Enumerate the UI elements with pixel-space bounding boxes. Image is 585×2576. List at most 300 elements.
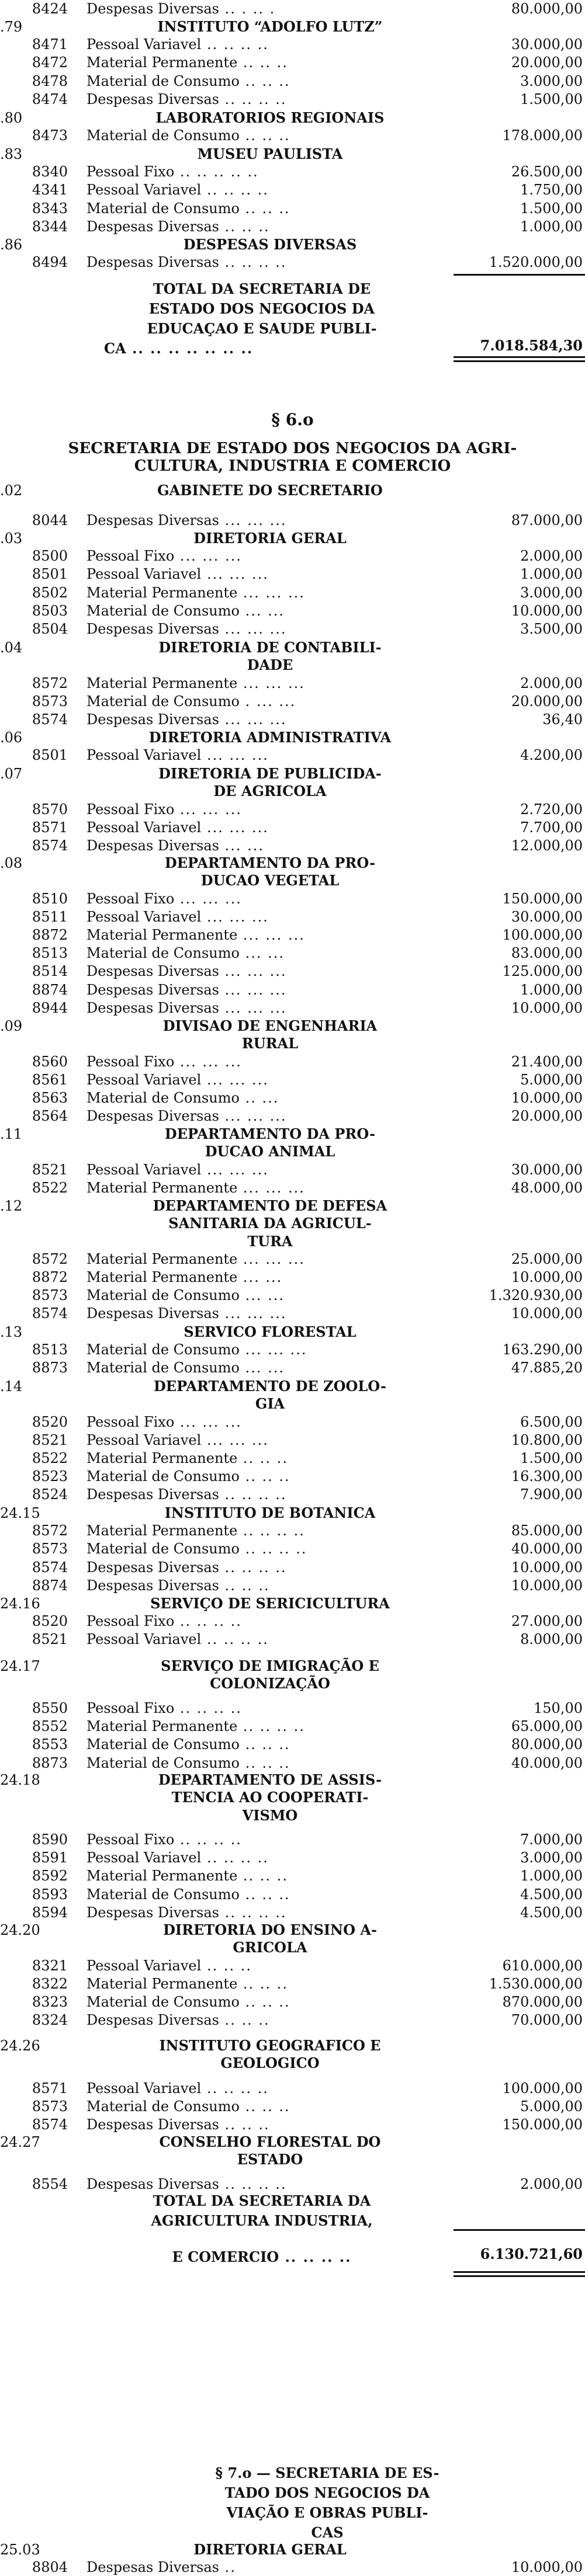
budget-line <box>0 1957 585 1975</box>
group-title: GABINETE DO SECRETARIO <box>157 482 383 499</box>
group-botanica <box>0 1504 585 1595</box>
section-heading: SECRETARIA DE ESTADO DOS NEGOCIOS DA AGRI- <box>68 440 517 457</box>
line-description: Material de Consumo . ... ... <box>86 693 296 710</box>
budget-line <box>0 1486 585 1504</box>
line-description: Despesas Diversas ... ... ... <box>86 512 287 529</box>
line-amount: 5.000,00 <box>520 2098 583 2115</box>
budget-line <box>0 1071 585 1089</box>
line-code: 8521 <box>32 1431 68 1448</box>
line-amount: 10.000,00 <box>511 1577 583 1594</box>
group-code: 24.16 <box>0 1595 40 1612</box>
budget-line <box>0 819 585 837</box>
line-amount: 20.000,00 <box>511 693 583 710</box>
line-code: 8521 <box>32 1631 68 1648</box>
group-title-row <box>0 1233 585 1250</box>
budget-line <box>0 1287 585 1305</box>
line-code: 8513 <box>32 945 68 962</box>
line-description: Pessoal Variavel ... ... ... <box>86 1071 269 1088</box>
line-description: Despesas Diversas .. .. .. .. <box>86 2176 287 2192</box>
line-amount: 3.000,00 <box>520 1850 583 1866</box>
line-description: Material de Consumo ... ... <box>86 602 285 619</box>
group-title: DEPARTAMENTO DE ASSIS- <box>158 1771 382 1788</box>
budget-line <box>0 1540 585 1558</box>
group-title-row <box>0 1035 585 1052</box>
line-description: Material de Consumo .. .. .. <box>86 200 290 217</box>
line-code: 8564 <box>32 1108 68 1125</box>
budget-line <box>0 1699 585 1718</box>
line-code: 8474 <box>32 91 68 107</box>
line-amount: 40.000,00 <box>511 1754 583 1771</box>
line-amount: 3.000,00 <box>520 72 583 89</box>
line-code: 8323 <box>32 1993 68 2010</box>
line-description: Despesas Diversas .. <box>86 2559 236 2576</box>
total-rule-double <box>454 360 585 362</box>
line-code: 8594 <box>32 1904 68 1921</box>
group-gabinete <box>0 482 585 499</box>
group-title: SANITARIA DA AGRICUL- <box>168 1215 372 1232</box>
budget-line <box>0 512 585 530</box>
line-description: Pessoal Variavel .. .. .. .. <box>86 182 269 199</box>
total-line: E COMERCIO .. .. .. .. <box>172 2248 352 2265</box>
budget-line <box>0 91 585 109</box>
line-amount: 7.900,00 <box>520 1486 583 1503</box>
group-title-row <box>0 656 585 674</box>
group-title-row <box>0 1807 585 1824</box>
group-geografico-lines <box>0 2080 585 2135</box>
group-code: 24.27 <box>0 2134 40 2150</box>
line-code: 8574 <box>32 711 68 728</box>
budget-line <box>0 1179 585 1197</box>
budget-line <box>0 1107 585 1125</box>
group-title: COLONIZAÇÃO <box>210 1675 330 1692</box>
line-description: Despesas Diversas ... ... ... <box>86 981 287 998</box>
group-gabinete-lines <box>0 512 585 530</box>
line-description: Pessoal Fixo ... ... ... <box>86 1053 242 1070</box>
line-code: 8520 <box>32 1613 68 1630</box>
line-description: Pessoal Variavel .. .. .. .. <box>86 36 269 53</box>
line-code: 8473 <box>32 127 68 144</box>
line-code: 8472 <box>32 54 68 71</box>
line-description: Pessoal Variavel .. .. .. .. <box>86 2080 269 2097</box>
group-code: 24.15 <box>0 1505 40 1521</box>
line-code: 8324 <box>32 2012 68 2029</box>
line-amount: 10.000,00 <box>511 1269 583 1286</box>
line-amount: 20.000,00 <box>511 1108 583 1125</box>
line-code: 8574 <box>32 2116 68 2133</box>
line-code: 8500 <box>32 548 68 565</box>
budget-line <box>0 163 585 181</box>
group-title-row <box>0 109 585 127</box>
line-description: Material Permanente .. .. .. <box>86 54 288 71</box>
line-description: Despesas Diversas .. .. .. <box>86 2116 270 2133</box>
line-description: Pessoal Variavel .. .. .. .. <box>86 1850 269 1866</box>
line-description: Material de Consumo .. .. .. <box>86 1886 290 1903</box>
budget-line <box>0 54 585 72</box>
group-title: SERVICO FLORESTAL <box>184 1323 356 1340</box>
budget-line <box>0 1305 585 1323</box>
budget-line <box>0 801 585 819</box>
top-lines <box>0 0 585 18</box>
group-title: INSTITUTO “ADOLFO LUTZ” <box>157 18 383 35</box>
line-description: Material de Consumo .. .. .. <box>86 127 290 144</box>
section-mark: § 6.o <box>271 410 314 429</box>
line-amount: 1.000,00 <box>520 566 583 583</box>
line-description: Despesas Diversas .. .. .. <box>86 218 270 235</box>
line-amount: 1.000,00 <box>520 218 583 235</box>
group-producao-animal <box>0 1125 585 1197</box>
line-description: Despesas Diversas .. .. .. .. <box>86 1559 287 1576</box>
group-code: .79 <box>0 19 23 35</box>
line-amount: 5.000,00 <box>520 1071 583 1088</box>
budget-line <box>0 981 585 999</box>
section-heading: CULTURA, INDUSTRIA E COMERCIO <box>134 457 451 475</box>
line-description: Pessoal Variavel ... ... ... <box>86 1161 269 1178</box>
group-museu-paulista <box>0 145 585 236</box>
line-code: 8504 <box>32 621 68 638</box>
budget-line <box>0 72 585 91</box>
line-description: Material Permanente .. .. .. .. <box>86 1718 305 1735</box>
line-code: 8560 <box>32 1053 68 1070</box>
line-description: Pessoal Fixo ... ... ... <box>86 801 242 818</box>
line-code: 8574 <box>32 1305 68 1322</box>
line-amount: 87.000,00 <box>511 512 583 529</box>
total-amount: 7.018.584,30 <box>480 337 583 354</box>
line-code: 8563 <box>32 1089 68 1106</box>
budget-line <box>0 1631 585 1649</box>
group-title-row <box>0 1125 585 1143</box>
total-rule-double <box>454 2275 585 2277</box>
group-title-row <box>0 1323 585 1341</box>
group-title: DIVISAO DE ENGENHARIA <box>162 1017 378 1034</box>
group-title: VISMO <box>242 1806 298 1824</box>
line-code: 8521 <box>32 1161 68 1178</box>
line-description: Despesas Diversas .. . .. . <box>86 1 276 17</box>
line-amount: 27.000,00 <box>511 1613 583 1630</box>
group-diretoria-administrativa <box>0 729 585 764</box>
line-code: 8573 <box>32 693 68 710</box>
group-title: TENCIA AO COOPERATI- <box>171 1789 369 1806</box>
budget-line <box>0 1413 585 1431</box>
group-instituto-adolfo-lutz <box>0 18 585 109</box>
group-cooperativismo-lines <box>0 1831 585 1922</box>
total-line: TOTAL DA SECRETARIA DA <box>153 2192 371 2209</box>
group-diretoria-geral-viacao <box>0 2541 585 2576</box>
line-code: 8471 <box>32 36 68 53</box>
line-description: Material de Consumo .. .. .. <box>86 1754 290 1771</box>
group-title-row <box>0 1504 585 1522</box>
subtotal-rule <box>454 274 585 276</box>
group-title: DIRETORIA DE PUBLICIDA- <box>158 765 382 782</box>
line-amount: 2.720,00 <box>520 801 583 818</box>
group-title-row <box>0 1771 585 1789</box>
line-amount: 25.000,00 <box>511 1250 583 1267</box>
total-rule <box>454 2271 585 2273</box>
line-amount: 10.000,00 <box>511 1559 583 1576</box>
group-title: DUCAO VEGETAL <box>200 872 340 889</box>
line-description: Material Permanente .. .. .. <box>86 1868 288 1885</box>
line-description: Material de Consumo .. .. .. <box>86 2098 290 2115</box>
line-code: 8501 <box>32 747 68 764</box>
group-title: DIRETORIA DE CONTABILI- <box>158 639 382 656</box>
line-amount: 150,00 <box>534 1700 583 1716</box>
line-code: 8873 <box>32 1360 68 1376</box>
group-title: DE AGRICOLA <box>213 783 327 800</box>
line-description: Pessoal Variavel ... ... ... <box>86 908 269 925</box>
group-producao-vegetal <box>0 854 585 1017</box>
line-amount: 30.000,00 <box>511 1161 583 1178</box>
line-code: 8424 <box>32 1 68 17</box>
budget-line <box>0 1431 585 1449</box>
group-title: SERVIÇO DE IMIGRAÇÃO E <box>161 1657 379 1674</box>
line-amount: 8.000,00 <box>520 1631 583 1648</box>
budget-line <box>0 1993 585 2011</box>
group-title: DIRETORIA ADMINISTRATIVA <box>148 729 392 746</box>
group-title-row <box>0 2151 585 2168</box>
group-code: 24.17 <box>0 1658 40 1674</box>
group-title: DIRETORIA GERAL <box>193 2541 347 2558</box>
line-description: Pessoal Fixo .. .. .. .. .. <box>86 164 259 180</box>
line-code: 8873 <box>32 1754 68 1771</box>
line-code: 8511 <box>32 908 68 925</box>
line-code: 8502 <box>32 584 68 601</box>
line-description: Pessoal Variavel ... ... ... <box>86 819 269 836</box>
budget-line <box>0 200 585 218</box>
group-diretoria-publicidade <box>0 765 585 855</box>
line-code: 8520 <box>32 1413 68 1430</box>
group-diretoria-contabilidade <box>0 639 585 729</box>
budget-line <box>0 1250 585 1268</box>
line-description: Pessoal Variavel ... ... ... <box>86 566 269 583</box>
line-code: 8523 <box>32 1468 68 1485</box>
line-description: Material Permanente .. .. .. .. <box>86 1522 305 1539</box>
line-amount: 7.700,00 <box>520 819 583 836</box>
line-code: 8522 <box>32 1449 68 1466</box>
group-zoologia <box>0 1378 585 1504</box>
line-description: Pessoal Fixo ... ... ... <box>86 1413 242 1430</box>
group-title-row <box>0 236 585 253</box>
line-description: Pessoal Variavel ... ... ... <box>86 1431 269 1448</box>
total-line: ESTADO DOS NEGOCIOS DA <box>148 300 375 317</box>
line-amount: 1.530.000,00 <box>489 1975 583 1992</box>
line-amount: 3.000,00 <box>520 584 583 601</box>
group-title: GRICOLA <box>233 1939 307 1956</box>
line-amount: 125.000,00 <box>502 963 583 980</box>
line-description: Material de Consumo ... ... ... <box>86 1341 307 1358</box>
budget-line <box>0 1904 585 1922</box>
line-description: Despesas Diversas .. .. .. <box>86 2012 270 2029</box>
line-code: 8591 <box>32 1850 68 1866</box>
line-description: Material Permanente ... ... <box>86 1269 283 1286</box>
budget-line <box>0 1736 585 1754</box>
line-amount: 30.000,00 <box>511 908 583 925</box>
line-amount: 10.000,00 <box>511 2559 583 2576</box>
budget-line <box>0 181 585 199</box>
subtotal-rule <box>454 2229 585 2231</box>
group-code: .11 <box>0 1126 23 1142</box>
budget-line <box>0 1975 585 1993</box>
budget-line <box>0 620 585 638</box>
budget-line <box>0 675 585 693</box>
budget-line <box>0 1718 585 1736</box>
budget-line <box>0 1468 585 1486</box>
budget-line <box>0 1867 585 1885</box>
line-amount: 10.800,00 <box>511 1431 583 1448</box>
group-laboratorios-regionais <box>0 109 585 145</box>
group-title: INSTITUTO DE BOTANICA <box>164 1504 376 1521</box>
line-code: 8321 <box>32 1957 68 1974</box>
group-title-row <box>0 1675 585 1692</box>
line-description: Material Permanente ... ... ... <box>86 1250 305 1267</box>
group-title-row <box>0 1595 585 1612</box>
budget-line <box>0 1522 585 1540</box>
budget-line <box>0 547 585 565</box>
total-line: AGRICULTURA INDUSTRIA, <box>151 2212 373 2229</box>
budget-line <box>0 2011 585 2029</box>
budget-line <box>0 127 585 145</box>
budget-line <box>0 1849 585 1867</box>
line-description: Material de Consumo ... ... <box>86 1360 285 1376</box>
line-amount: 20.000,00 <box>511 54 583 71</box>
budget-line <box>0 908 585 926</box>
line-description: Material de Consumo .. .. .. <box>86 1736 290 1753</box>
budget-line <box>0 1577 585 1595</box>
line-amount: 1.000,00 <box>520 1868 583 1885</box>
line-code: 8478 <box>32 72 68 89</box>
group-code: 24.18 <box>0 1772 40 1788</box>
line-description: Material Permanente ... ... ... <box>86 926 305 943</box>
line-description: Material de Consumo .. ... <box>86 1089 279 1106</box>
group-cooperativismo <box>0 1771 585 1824</box>
line-description: Despesas Diversas .. .. .. <box>86 1577 270 1594</box>
line-code: 8573 <box>32 1287 68 1304</box>
line-amount: 1.500,00 <box>520 91 583 107</box>
line-code: 8593 <box>32 1886 68 1903</box>
group-code: .86 <box>0 237 23 253</box>
line-amount: 4.500,00 <box>520 1886 583 1903</box>
budget-line <box>0 602 585 620</box>
line-amount: 2.000,00 <box>520 2176 583 2192</box>
group-code: .06 <box>0 729 23 746</box>
budget-line <box>0 926 585 944</box>
line-code: 8340 <box>32 164 68 180</box>
budget-line <box>0 1612 585 1631</box>
line-description: Despesas Diversas .. .. .. .. <box>86 254 287 271</box>
group-title: DEPARTAMENTO DE DEFESA <box>153 1197 387 1214</box>
group-code: .07 <box>0 766 23 782</box>
line-amount: 610.000,00 <box>502 1957 583 1974</box>
group-title-row <box>0 2054 585 2072</box>
line-amount: 1.320.930,00 <box>489 1287 583 1304</box>
group-code: 24.20 <box>0 1922 40 1938</box>
group-title: DEPARTAMENTO DA PRO- <box>164 854 376 871</box>
line-amount: 70.000,00 <box>511 2012 583 2029</box>
line-description: Despesas Diversas .. .. .. .. <box>86 1486 287 1503</box>
line-amount: 30.000,00 <box>511 36 583 53</box>
line-amount: 83.000,00 <box>511 945 583 962</box>
line-description: Material de Consumo .. .. .. <box>86 72 290 89</box>
group-code: 24.26 <box>0 2038 40 2054</box>
group-title-row <box>0 1395 585 1413</box>
group-code: 25.03 <box>0 2542 40 2558</box>
line-amount: 6.500,00 <box>520 1413 583 1430</box>
line-amount: 3.500,00 <box>520 621 583 638</box>
group-title: GEOLOGICO <box>220 2054 320 2072</box>
line-code: 8572 <box>32 1250 68 1267</box>
line-code: 8553 <box>32 1736 68 1753</box>
group-sericicultura <box>0 1595 585 1649</box>
group-title: DUCAO ANIMAL <box>205 1143 335 1160</box>
line-code: 8574 <box>32 1559 68 1576</box>
budget-line <box>0 1053 585 1071</box>
group-title: DIRETORIA GERAL <box>193 530 347 547</box>
line-amount: 4.200,00 <box>520 747 583 764</box>
group-title-row <box>0 1789 585 1806</box>
line-code: 8522 <box>32 1179 68 1196</box>
line-amount: 16.300,00 <box>511 1468 583 1485</box>
budget-line <box>0 746 585 764</box>
line-description: Pessoal Variavel ... ... ... <box>86 747 269 764</box>
line-amount: 10.000,00 <box>511 1305 583 1322</box>
line-amount: 100.000,00 <box>502 2080 583 2097</box>
group-defesa-sanitaria <box>0 1197 585 1323</box>
group-title-row <box>0 2541 585 2558</box>
group-code: .13 <box>0 1324 23 1340</box>
group-title: INSTITUTO GEOGRAFICO E <box>159 2037 381 2054</box>
line-code: 8590 <box>32 1831 68 1848</box>
line-code: 8572 <box>32 1522 68 1539</box>
line-code: 8501 <box>32 566 68 583</box>
group-code: .02 <box>0 482 23 499</box>
line-code: 8573 <box>32 1541 68 1558</box>
total-line: TOTAL DA SECRETARIA DE <box>153 280 371 297</box>
line-amount: 36,40 <box>542 711 583 728</box>
group-title-row <box>0 729 585 746</box>
line-code: 8344 <box>32 218 68 235</box>
group-code: .03 <box>0 530 23 547</box>
line-code: 8343 <box>32 200 68 217</box>
group-title: DADE <box>247 656 293 674</box>
line-description: Pessoal Fixo ... ... ... <box>86 548 242 565</box>
budget-line <box>0 2558 585 2576</box>
line-code: 8574 <box>32 837 68 854</box>
group-title-row <box>0 1215 585 1232</box>
line-amount: 150.000,00 <box>502 890 583 907</box>
line-amount: 150.000,00 <box>502 2116 583 2133</box>
line-description: Pessoal Fixo .. .. .. .. <box>86 1613 242 1630</box>
group-imigracao <box>0 1657 585 1693</box>
budget-line <box>0 1161 585 1179</box>
budget-line <box>0 1754 585 1772</box>
line-code: 8570 <box>32 801 68 818</box>
line-description: Material de Consumo .. .. .. .. <box>86 1541 307 1558</box>
line-code: 8571 <box>32 819 68 836</box>
line-code: 8872 <box>32 1269 68 1286</box>
group-title: GIA <box>255 1395 285 1413</box>
line-amount: 1.000,00 <box>520 981 583 998</box>
group-diretoria-geral <box>0 530 585 638</box>
group-ensino-agricola <box>0 1921 585 2029</box>
line-code: 8592 <box>32 1868 68 1885</box>
budget-line <box>0 0 585 18</box>
group-title: DEPARTAMENTO DA PRO- <box>164 1125 376 1142</box>
line-description: Despesas Diversas ... ... <box>86 837 265 854</box>
budget-line <box>0 218 585 236</box>
line-code: 8804 <box>32 2559 68 2576</box>
line-amount: 10.000,00 <box>511 602 583 619</box>
budget-line <box>0 1089 585 1107</box>
budget-line <box>0 693 585 711</box>
total-educacao <box>86 279 437 359</box>
